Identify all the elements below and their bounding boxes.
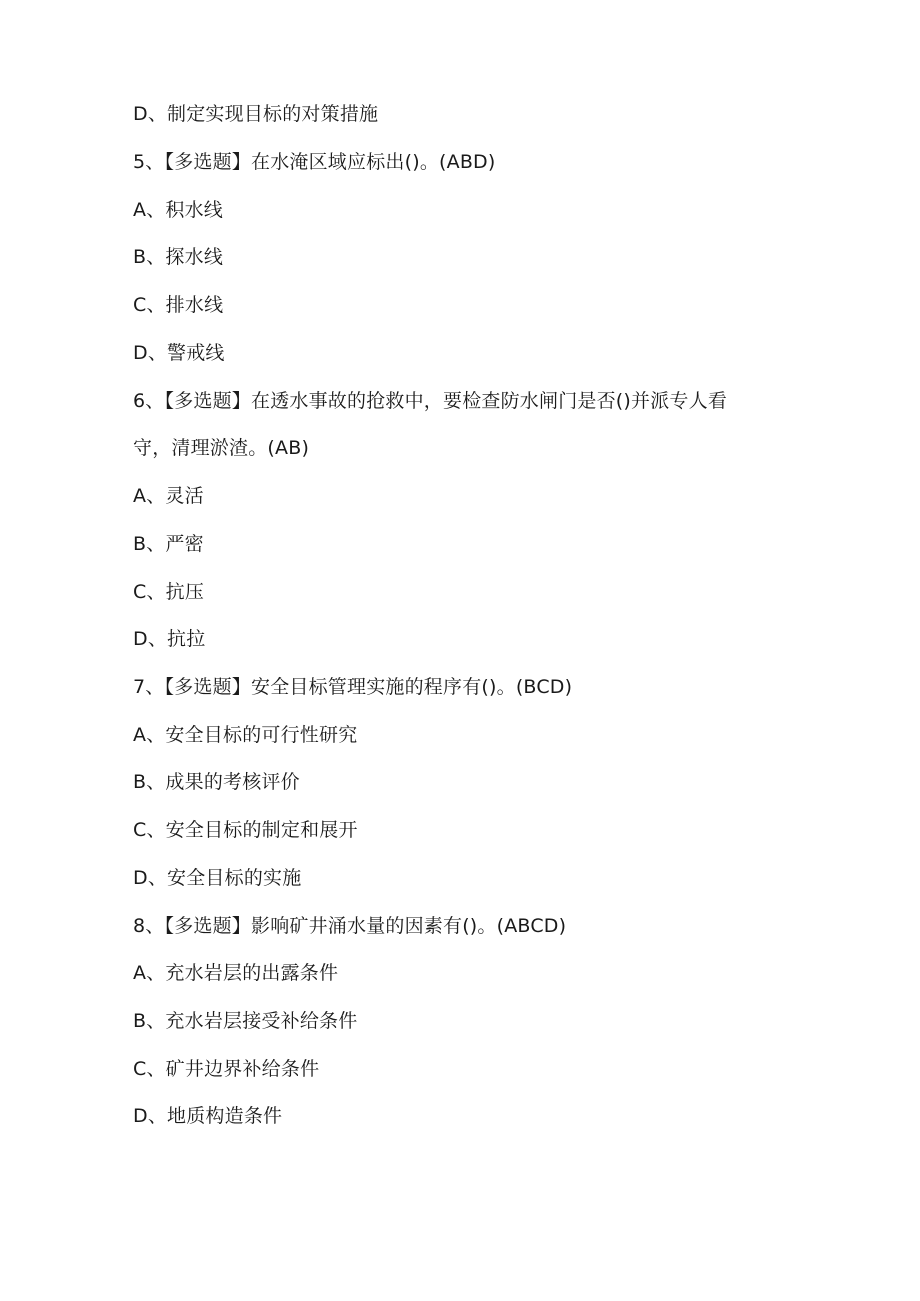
- option-8b: B、充水岩层接受补给条件: [133, 1010, 358, 1032]
- option-7a: A、安全目标的可行性研究: [133, 724, 358, 746]
- question-6-line-2: 守，清理淤渣。(AB): [133, 437, 310, 459]
- option-7c: C、安全目标的制定和展开: [133, 819, 358, 841]
- option-6a: A、灵活: [133, 485, 204, 507]
- option-6b: B、严密: [133, 533, 204, 555]
- option-8c: C、矿井边界补给条件: [133, 1058, 320, 1080]
- option-5a: A、积水线: [133, 199, 223, 221]
- option-7d: D、安全目标的实施: [133, 867, 302, 889]
- question-6-line-1: 6、【多选题】在透水事故的抢救中，要检查防水闸门是否()并派专人看: [133, 390, 728, 412]
- option-7b: B、成果的考核评价: [133, 771, 300, 793]
- question-8: 8、【多选题】影响矿井涌水量的因素有()。(ABCD): [133, 915, 567, 937]
- option-8d: D、地质构造条件: [133, 1105, 283, 1127]
- question-5: 5、【多选题】在水淹区域应标出()。(ABD): [133, 151, 496, 173]
- question-7: 7、【多选题】安全目标管理实施的程序有()。(BCD): [133, 676, 573, 698]
- option-5c: C、排水线: [133, 294, 224, 316]
- option-8a: A、充水岩层的出露条件: [133, 962, 339, 984]
- option-4d: D、制定实现目标的对策措施: [133, 103, 379, 125]
- option-6d: D、抗拉: [133, 628, 206, 650]
- option-5d: D、警戒线: [133, 342, 225, 364]
- option-6c: C、抗压: [133, 581, 205, 603]
- option-5b: B、探水线: [133, 246, 224, 268]
